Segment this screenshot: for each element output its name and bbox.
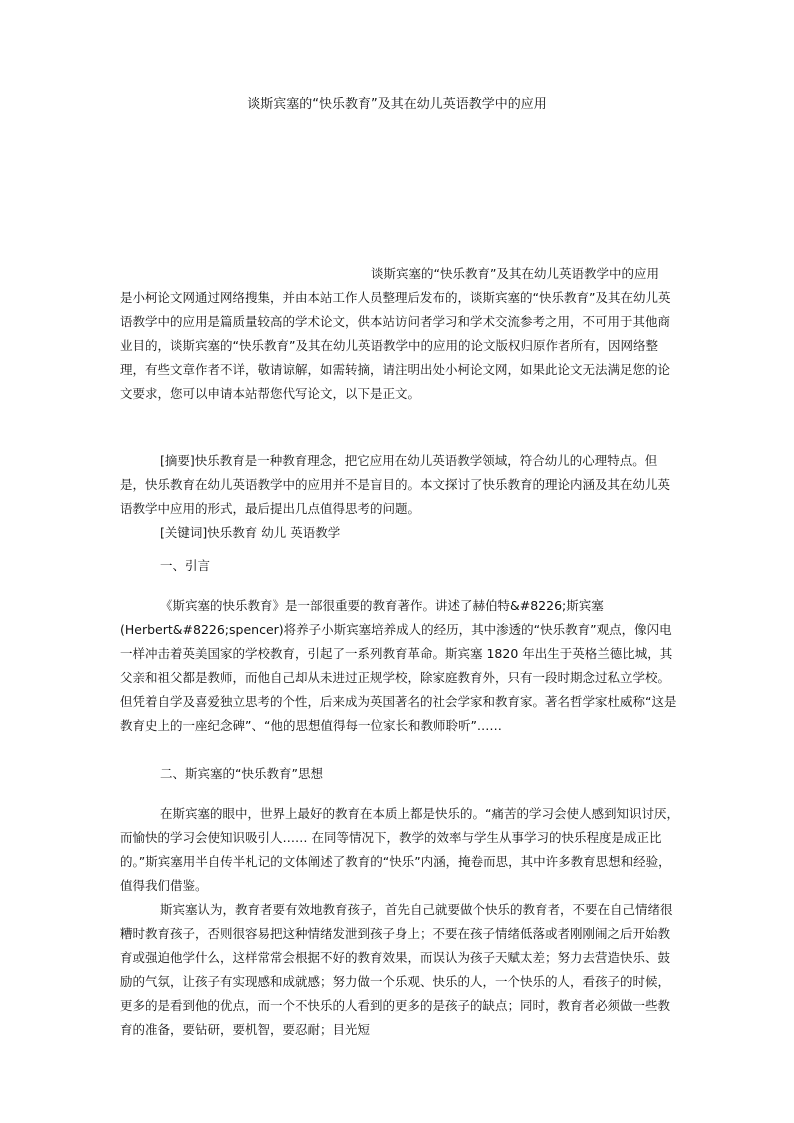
- intro-block: [120, 262, 680, 406]
- section-2-paragraph-2: 斯宾塞认为，教育者要有效地教育孩子，首先自己就要做个快乐的教育者，不要在自己情绪很糟时教育孩子，否则很容易把这种情绪发泄到孩子身上；不要在孩子情绪低落或者刚刚闹之后开始教育或强迫他学什么，这样常常会根据不好的教育效果，而误认为孩子天赋太差；努力去营造快乐、鼓励的气氛，让孩子有实现感和成就感；努力做一个乐观、快乐的人，一个快乐的人，看孩子的时候，更多的是看到他的优点，而一个不快乐的人看到的更多的是孩子的缺点；同时，教育者必须做一些教育的准备，要钻研，要机智，要忍耐；目光短: [120, 902, 673, 1037]
- section-1-heading: 一、引言: [160, 558, 211, 573]
- document-title: 谈斯宾塞的“快乐教育”及其在幼儿英语教学中的应用: [247, 97, 547, 112]
- abstract-block: [120, 449, 680, 545]
- section-2-paragraph-1: 在斯宾塞的眼中，世界上最好的教育在本质上都是快乐的。“痛苦的学习会使人感到知识讨厌，而愉快的学习会使知识吸引人…… 在同等情况下，教学的效率与学生从事学习的快乐程度是成正比的。”斯宾塞用半自传半札记的文体阐述了教育的“快乐”内涵，掩卷而思，其中许多教育思想和经验，值得我们借鉴。: [120, 806, 679, 893]
- section-2-body: [120, 802, 680, 1042]
- intro-text: 是小柯论文网通过网络搜集，并由本站工作人员整理后发布的，谈斯宾塞的“快乐教育”及其在幼儿英语教学中的应用是篇质量较高的学术论文，供本站访问者学习和学术交流参考之用，不可用于其他商业目的，谈斯宾塞的“快乐教育”及其在幼儿英语教学中的应用的论文版权归原作者所有，因网络整理，有些文章作者不详，敬请谅解，如需转摘，请注明出处小柯论文网，如果此论文无法满足您的论文要求，您可以申请本站帮您代写论文，以下是正文。: [120, 290, 671, 401]
- abstract-paragraph: [摘要]快乐教育是一种教育理念，把它应用在幼儿英语教学领域，符合幼儿的心理特点。但是，快乐教育在幼儿英语教学中的应用并不是盲目的。本文探讨了快乐教育的理论内涵及其在幼儿英语教学中应用的形式，最后提出几点值得思考的问题。: [120, 453, 671, 516]
- intro-title: 谈斯宾塞的“快乐教育”及其在幼儿英语教学中的应用: [371, 266, 659, 281]
- section-1-paragraph-1: 《斯宾塞的快乐教育》是一部很重要的教育著作。讲述了赫伯特&#8226;斯宾塞(Herbert&#8226;spencer)将养子小斯宾塞培养成人的经历，其中渗透的“快乐教育”观点，像闪电一样冲击着英美国家的学校教育，引起了一系列教育革命。斯宾塞 1820 年出生于英格兰德比城，其父亲和祖父都是教师，而他自己却从未进过正规学校，除家庭教育外，只有一段时期念过私立学校。但凭着自学及喜爱独立思考的个性，后来成为英国著名的社会学家和教育家。著名哲学家杜威称“这是教育史上的一座纪念碑”、“他的思想值得每一位家长和教师聆听”……: [120, 598, 677, 733]
- section-2: [120, 762, 680, 786]
- section-1-body: [120, 594, 680, 738]
- section-2-heading: 二、斯宾塞的“快乐教育”思想: [160, 766, 323, 781]
- keywords-line: [关键词]快乐教育 幼儿 英语教学: [160, 525, 341, 540]
- section-1: [120, 554, 680, 578]
